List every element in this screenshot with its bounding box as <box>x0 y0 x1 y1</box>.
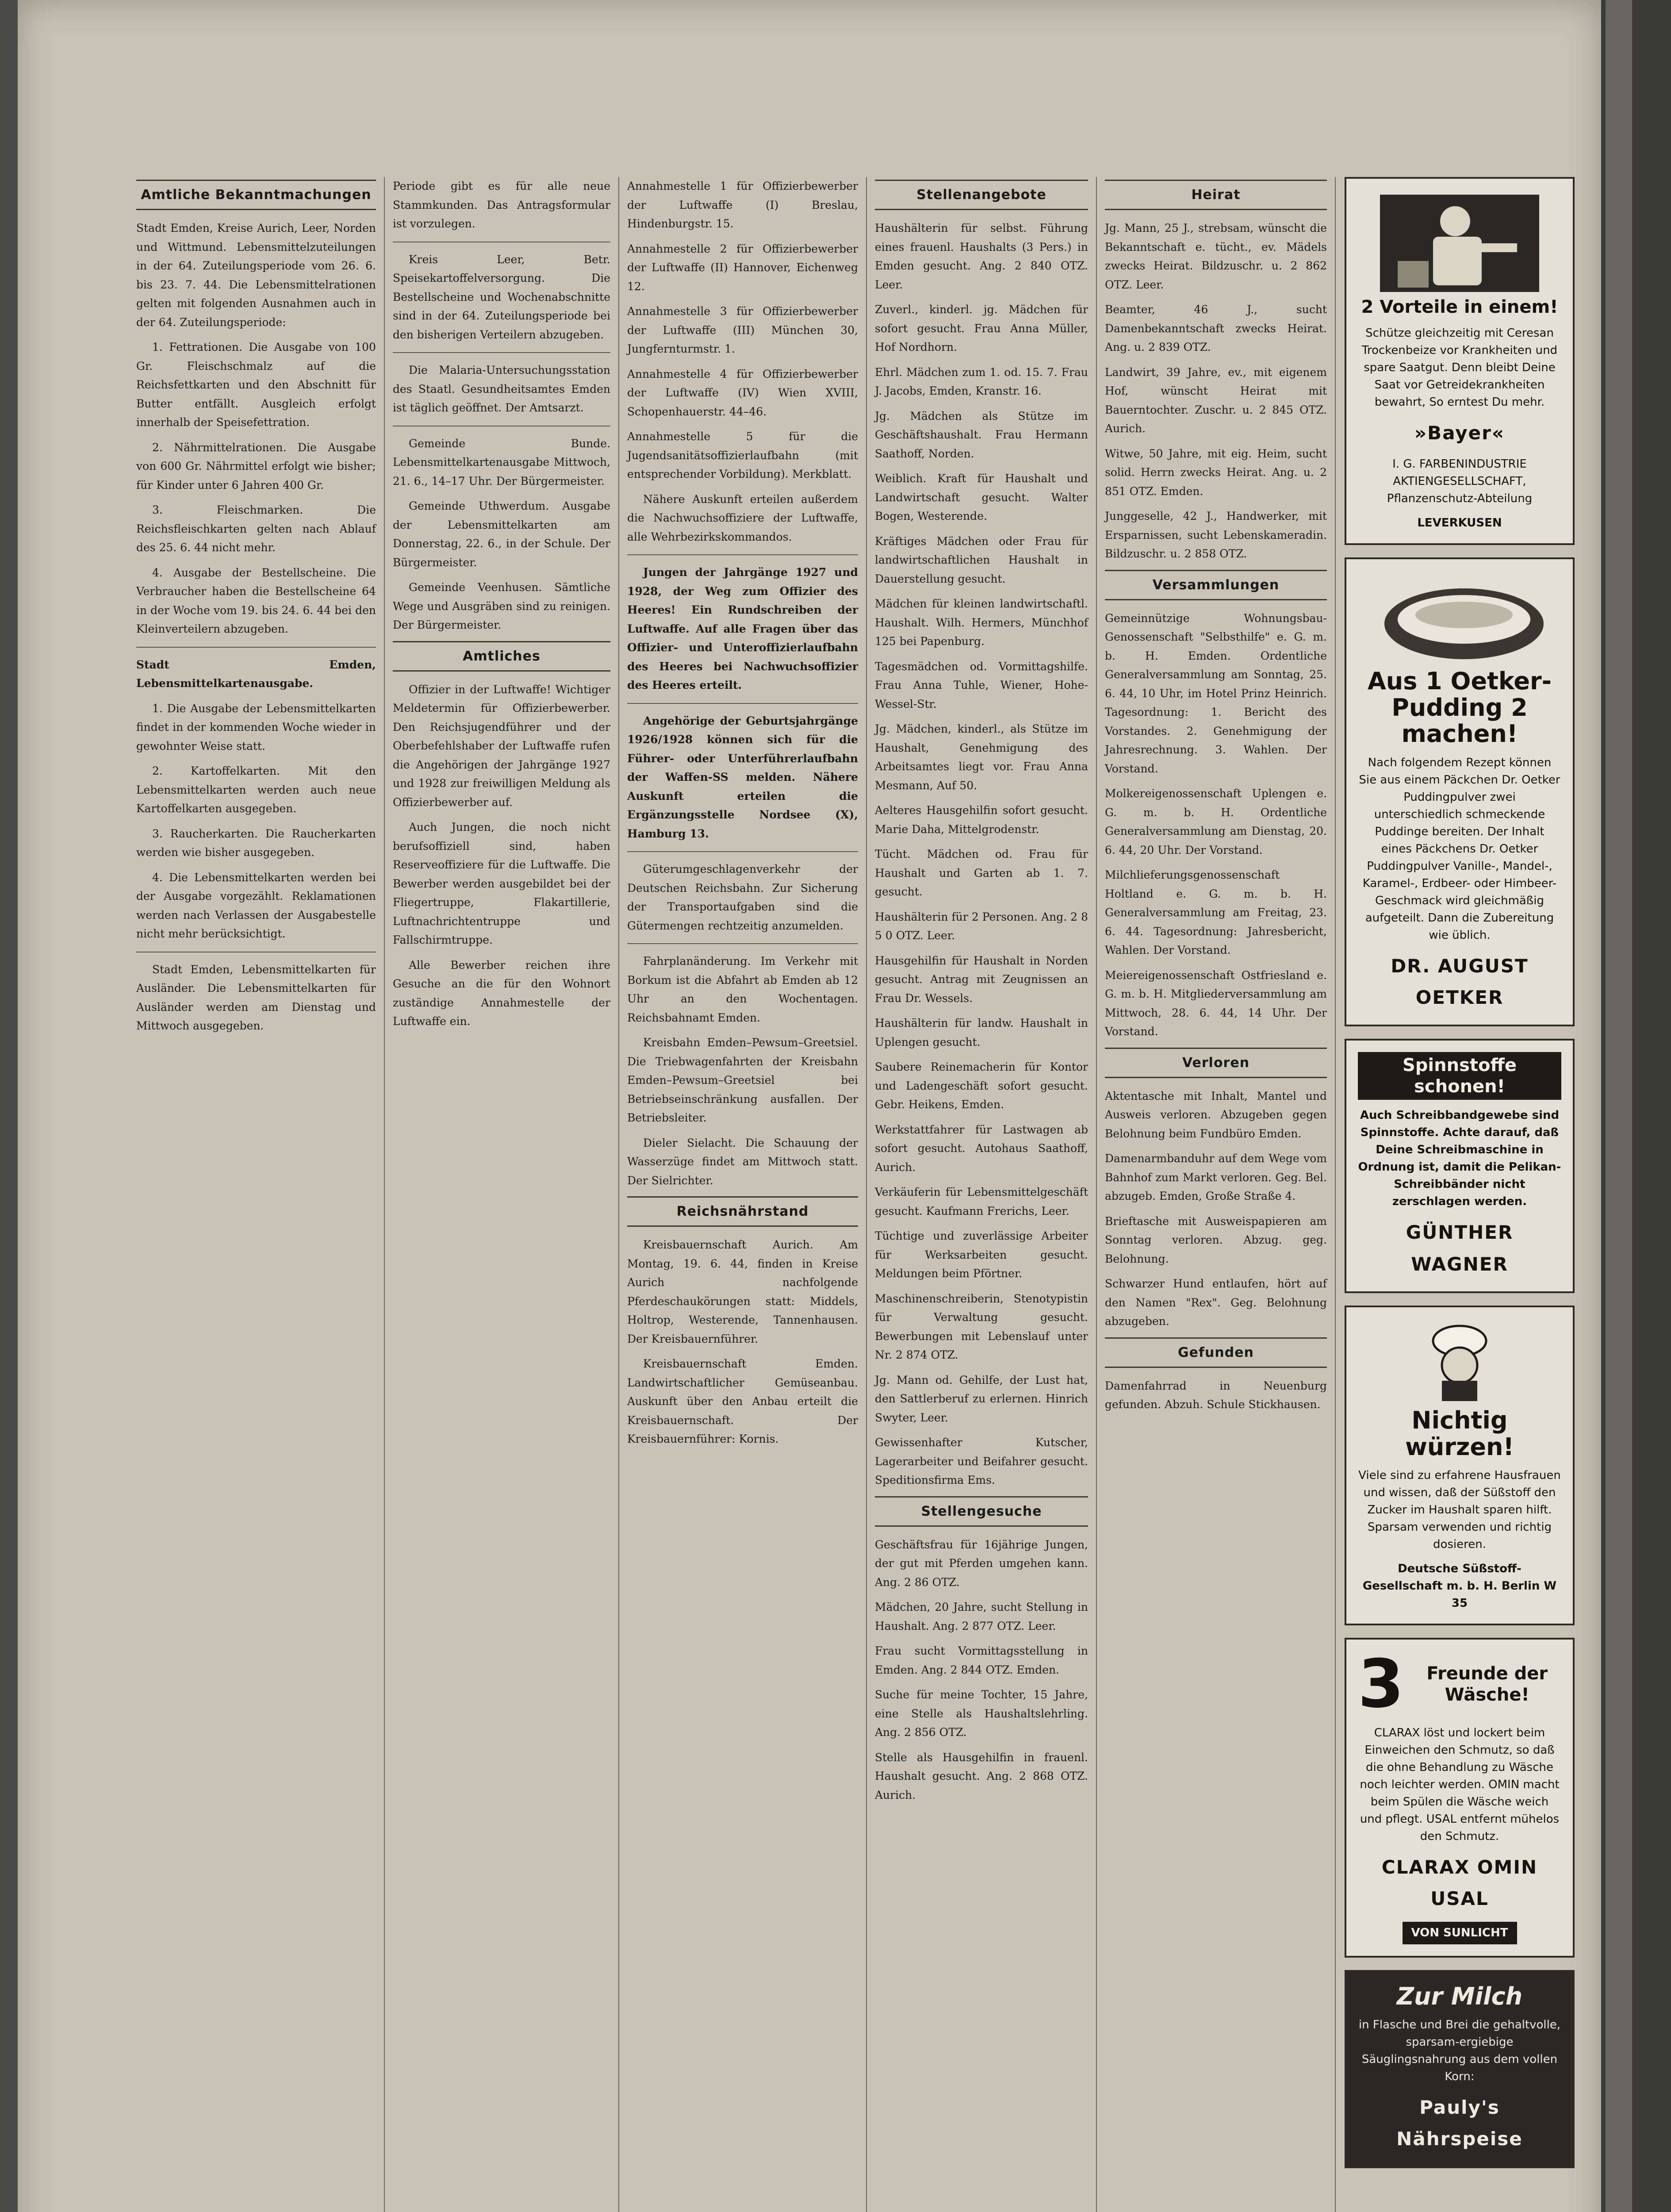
suessstoff-ad <box>1345 1306 1575 1625</box>
paragraph: Gemeinde Bunde. Lebensmittelkartenausgabe Mittwoch, 21. 6., 14–17 Uhr. Der Bürgermeister. <box>393 437 610 488</box>
divider <box>393 352 610 353</box>
divider <box>136 647 376 648</box>
paragraph: 4. Die Lebensmittelkarten werden bei der Ausgabe vorgezählt. Reklamationen werden nach Verlassen der Ausgabestelle nicht mehr berücksichtigt. <box>136 871 376 940</box>
classified-ad: Haushälterin für landw. Haushalt in Uplengen gesucht. <box>875 1017 1088 1048</box>
pauly-brand: Pauly's Nährspeise <box>1396 2097 1523 2150</box>
paragraph: Fahrplanänderung. Im Verkehr mit Borkum ist die Abfahrt ab Emden ab 12 Uhr an den Wochentagen. Reichsbahnamt Emden. <box>627 955 858 1024</box>
paragraph: Stadt Emden, Lebensmittelkarten für Ausländer. Die Lebensmittelkarten für Ausländer werden am Dienstag und Mittwoch ausgegeben. <box>136 963 376 1032</box>
section-title-heirat: Heirat <box>1105 180 1327 210</box>
classified-ad: Landwirt, 39 Jahre, ev., mit eigenem Hof, wünscht Heirat mit Bauerntochter. Zuschr. u. 2 845 OTZ. Aurich. <box>1105 365 1327 435</box>
classified-ad: Junggeselle, 42 J., Handwerker, mit Ersparnissen, sucht Lebenskameradin. Bildzuschr. u. 2 858 OTZ. <box>1105 510 1327 560</box>
paragraph: Angehörige der Geburtsjahrgänge 1926/1928 können sich für die Führer- oder Unterführerlaufbahn der Waffen-SS melden. Nähere Auskunft erteilen die Ergänzungsstelle Nordsee (X), Hamburg 13. <box>627 714 858 840</box>
section-title-stellenangebote: Stellenangebote <box>875 180 1088 210</box>
paragraph: 1. Die Ausgabe der Lebensmittelkarten findet in der kommenden Woche wieder in gewohnter Weise statt. <box>136 702 376 753</box>
wagner-brand: GÜNTHER WAGNER <box>1406 1221 1514 1275</box>
paragraph: Jungen der Jahrgänge 1927 und 1928, der Weg zum Offizier des Heeres! Ein Rundschreiben der Luftwaffe. Auf alle Fragen über das Offizier- und Unteroffizierlaufbahn des Heeres bei Nachwuchsoffizier des Heeres erteilt. <box>627 566 858 691</box>
paragraph: Kreis Leer, Betr. Speisekartoffelversorgung. Die Bestellscheine und Wochenabschnitte sind in der 64. Zuteilungsperiode bei den bisherigen Verteilern abzugeben. <box>393 253 610 341</box>
classified-ad: Schwarzer Hund entlaufen, hört auf den Namen "Rex". Geg. Belohnung abzugeben. <box>1105 1277 1327 1328</box>
clarax-header <box>1358 1645 1561 1723</box>
pauly-headline: Zur Milch <box>1396 1982 1523 2010</box>
classified-ad: Verkäuferin für Lebensmittelgeschäft gesucht. Kaufmann Frerichs, Leer. <box>875 1186 1088 1217</box>
column-heirat <box>1097 177 1336 2212</box>
column-stellenangebote <box>867 177 1097 2212</box>
column-2 <box>385 177 619 2212</box>
classified-ad: Frau sucht Vormittagsstellung in Emden. Ang. 2 844 OTZ. Emden. <box>875 1644 1088 1676</box>
classified-ad: Gewissenhafter Kutscher, Lagerarbeiter und Beifahrer gesucht. Speditionsfirma Ems. <box>875 1436 1088 1486</box>
clarax-body: CLARAX löst und lockert beim Einweichen den Schmutz, so daß die ohne Behandlung zu Wäsche noch leichter werden. OMIN macht beim Spülen die Wäsche weich und pflegt. USAL entfernt mühelos den Schmutz. <box>1360 1726 1560 1843</box>
divider <box>627 554 858 555</box>
clarax-headline: Freunde der Wäsche! <box>1426 1663 1548 1705</box>
clarax-number: 3 <box>1358 1645 1404 1723</box>
section-title-versammlungen: Versammlungen <box>1105 570 1327 600</box>
classified-ad: Tücht. Mädchen od. Frau für Haushalt und Garten ab 1. 7. gesucht. <box>875 848 1088 898</box>
wagner-body: Auch Schreibbandgewebe sind Spinnstoffe. Achte darauf, daß Deine Schreibmaschine in Ordnung ist, damit die Pelikan-Schreibbänder nicht zerschlagen werden. <box>1358 1109 1561 1209</box>
classified-ad: Haushälterin für selbst. Führung eines frauenl. Haushalts (3 Pers.) in Emden gesucht. Ang. 2 840 OTZ. Leer. <box>875 222 1088 291</box>
classified-ad: Saubere Reinemacherin für Kontor und Ladengeschäft sofort gesucht. Gebr. Heikens, Emden. <box>875 1060 1088 1111</box>
paragraph: Dieler Sielacht. Die Schauung der Wasserzüge findet am Mittwoch statt. Der Sielrichter. <box>627 1136 858 1187</box>
oetker-body: Nach folgendem Rezept können Sie aus einem Päckchen Dr. Oetker Puddingpulver zwei unterschiedlich schmeckende Puddinge bereiten. Der Inhalt eines Päckchens Dr. Oetker Puddingpulver Vanille-, Mandel-, Karamel-, Erdbeer- oder Himbeer-Geschmack wird gleichmäßig aufgeteilt. Dann die Zubereitung wie üblich. <box>1359 756 1560 942</box>
newspaper-page <box>18 0 1601 2212</box>
classified-ad: Tüchtige und zuverlässige Arbeiter für Werksarbeiten gesucht. Meldungen beim Pförtner. <box>875 1229 1088 1280</box>
classified-ad: Gemeinnützige Wohnungsbau-Genossenschaft "Selbsthilfe" e. G. m. b. H. Emden. Ordentliche Generalversammlung am Sonntag, 25. 6. 44, 10 Uhr, im Hotel Prinz Heinrich. Tagesordnung: 1. Bericht des Vorstandes. 2. Genehmigung der Jahresrechnung. 3. Wahlen. Der Vorstand. <box>1105 611 1327 775</box>
paragraph: 4. Ausgabe der Bestellscheine. Die Verbraucher haben die Bestellscheine 64 in der Woche vom 19. bis 24. 6. 44 bei den Kleinverteilern abzugeben. <box>136 566 376 635</box>
classified-ad: Jg. Mädchen, kinderl., als Stütze im Haushalt, Genehmigung des Arbeitsamtes liegt vor. Frau Anna Mesmann, Auf 50. <box>875 722 1088 792</box>
wagner-ad <box>1345 1039 1575 1293</box>
classified-ad: Tagesmädchen od. Vormittagshilfe. Frau Anna Tuhle, Wiener, Hohe-Wessel-Str. <box>875 660 1088 710</box>
section-title-amtliches: Amtliches <box>393 641 610 672</box>
classified-ad: Ehrl. Mädchen zum 1. od. 15. 7. Frau J. Jacobs, Emden, Kranstr. 16. <box>875 365 1088 397</box>
paragraph: 2. Nährmittelrationen. Die Ausgabe von 600 Gr. Nährmittel erfolgt wie bisher; für Kinder unter 6 Jahren 400 Gr. <box>136 441 376 492</box>
suessstoff-brand: Deutsche Süßstoff-Gesellschaft m. b. H. Berlin W 35 <box>1362 1562 1557 1610</box>
bayer-ad <box>1345 177 1575 545</box>
wagner-headline: Spinnstoffe schonen! <box>1358 1052 1561 1100</box>
classified-ad: Suche für meine Tochter, 15 Jahre, eine Stelle als Haushaltslehrling. Ang. 2 856 OTZ. <box>875 1688 1088 1739</box>
classified-ad: Weiblich. Kraft für Haushalt und Landwirtschaft gesucht. Walter Bogen, Westerende. <box>875 472 1088 522</box>
classified-ad: Maschinenschreiberin, Stenotypistin für Verwaltung gesucht. Bewerbungen mit Lebenslauf unter Nr. 2 874 OTZ. <box>875 1292 1088 1361</box>
paragraph: 1. Fettrationen. Die Ausgabe von 100 Gr. Fleischschmalz auf die Reichsfettkarten und den Abschnitt für Butter entfällt. Ausgleich erfolgt innerhalb der Speisefettration. <box>136 341 376 429</box>
classified-ad: Aelteres Hausgehilfin sofort gesucht. Marie Daha, Mittelgrodenstr. <box>875 804 1088 836</box>
clarax-brand: CLARAX OMIN USAL <box>1381 1856 1538 1910</box>
section-title-reichsnaehrstand: Reichsnährstand <box>627 1196 858 1227</box>
classified-ad: Jg. Mann od. Gehilfe, der Lust hat, den Sattlerberuf zu erlernen. Hinrich Swyter, Leer. <box>875 1373 1088 1424</box>
paragraph: 3. Fleischmarken. Die Reichsfleischkarten gelten nach Ablauf des 25. 6. 44 nicht mehr. <box>136 503 376 554</box>
chef-illustration-icon <box>1411 1323 1508 1403</box>
classified-ad: Werkstattfahrer für Lastwagen ab sofort gesucht. Autohaus Saathoff, Aurich. <box>875 1123 1088 1174</box>
paragraph: Offizier in der Luftwaffe! Wichtiger Meldetermin für Offizierbewerber. Den Reichsjugendführer und der Oberbefehlshaber der Luftwaffe rufen die Angehörigen der Jahrgänge 1927 und 1928 zur freiwilligen Meldung als Offizierbewerber auf. <box>393 683 610 809</box>
paragraph: Kreisbauernschaft Emden. Landwirtschaftlicher Gemüseanbau. Auskunft über den Anbau erteilt die Kreisbauernschaft. Der Kreisbauernführer: Kornis. <box>627 1357 858 1445</box>
paragraph: Annahmestelle 1 für Offizierbewerber der Luftwaffe (I) Breslau, Hindenburgstr. 15. <box>627 180 858 230</box>
clarax-maker: VON SUNLICHT <box>1403 1922 1517 1944</box>
classified-ad: Kräftiges Mädchen oder Frau für landwirtschaftlichen Haushalt in Dauerstellung gesucht. <box>875 534 1088 585</box>
paragraph: Kreisbauernschaft Aurich. Am Montag, 19. 6. 44, finden in Kreise Aurich nachfolgende Pferdeschaukörungen statt: Middels, Holtrop, Westerende, Tannenhausen. Der Kreisbauernführer. <box>627 1238 858 1345</box>
paragraph: 2. Kartoffelkarten. Mit den Lebensmittelkarten werden auch neue Kartoffelkarten ausgegeben. <box>136 764 376 815</box>
classified-ad: Brieftasche mit Ausweispapieren am Sonntag verloren. Abzug. geg. Belohnung. <box>1105 1214 1327 1265</box>
classified-ad: Zuverl., kinderl. jg. Mädchen für sofort gesucht. Frau Anna Müller, Hof Nordhorn. <box>875 303 1088 353</box>
classified-ad: Hausgehilfin für Haushalt in Norden gesucht. Antrag mit Zeugnissen an Frau Dr. Wessels. <box>875 954 1088 1005</box>
paragraph: 3. Raucherkarten. Die Raucherkarten werden wie bisher ausgegeben. <box>136 827 376 859</box>
section-title-amtliche: Amtliche Bekanntmachungen <box>136 180 376 210</box>
classified-ad: Damenarmbanduhr auf dem Wege vom Bahnhof zum Markt verloren. Geg. Bel. abzugeb. Emden, Große Straße 4. <box>1105 1152 1327 1202</box>
oetker-brand: DR. AUGUST OETKER <box>1391 955 1529 1008</box>
paragraph: Auch Jungen, die noch nicht berufsoffiziell sind, haben Reserveoffiziere für die Luftwaffe. Die Bewerber werden ausgebildet bei der Fliegertruppe, Flakartillerie, Luftnachrichtentruppe und Fallschirmtruppe. <box>393 821 610 946</box>
paragraph: Nähere Auskunft erteilen außerdem die Nachwuchsoffiziere der Luftwaffe, alle Wehrbezirkskommandos. <box>627 492 858 543</box>
paragraph: Gemeinde Veenhusen. Sämtliche Wege und Ausgräben sind zu reinigen. Der Bürgermeister. <box>393 581 610 631</box>
classified-ad: Witwe, 50 Jahre, mit eig. Heim, sucht solid. Herrn zwecks Heirat. Ang. u. 2 851 OTZ. Emden. <box>1105 447 1327 498</box>
paragraph: Stadt Emden, Kreise Aurich, Leer, Norden und Wittmund. Lebensmittelzuteilungen in der 64. Zuteilungsperiode vom 26. 6. bis 23. 7. 44. Die Lebensmittelrationen gelten mit folgenden Ausnahmen auch in der 64. Zuteilungsperiode: <box>136 222 376 329</box>
bayer-body: Schütze gleichzeitig mit Ceresan Trockenbeize vor Krankheiten und spare Saatgut. Denn bleibt Deine Saat vor Getreidekrankheiten bewahrt, So erntest Du mehr. <box>1361 326 1558 409</box>
paragraph: Gemeinde Uthwerdum. Ausgabe der Lebensmittelkarten am Donnerstag, 22. 6., in der Schule. Der Bürgermeister. <box>393 499 610 569</box>
classified-ad: Molkereigenossenschaft Uplengen e. G. m. b. H. Ordentliche Generalversammlung am Dienstag, 20. 6. 44, 20 Uhr. Der Vorstand. <box>1105 787 1327 856</box>
column-amtliche <box>128 177 385 2212</box>
suessstoff-headline: Nichtig würzen! <box>1405 1406 1514 1461</box>
paragraph: Kreisbahn Emden–Pewsum–Greetsiel. Die Triebwagenfahrten der Kreisbahn Emden–Pewsum–Greetsiel bei Betriebseinschränkung ausfallen. Der Betriebsleiter. <box>627 1036 858 1124</box>
paragraph: Annahmestelle 5 für die Jugendsanitätsoffizierlaufbahn (mit entsprechender Vorbildung). Merkblatt. <box>627 430 858 480</box>
bayer-headline: 2 Vorteile in einem! <box>1361 297 1558 317</box>
farmer-illustration-icon <box>1380 195 1539 292</box>
section-title-stellengesuche: Stellengesuche <box>875 1496 1088 1527</box>
classified-ad: Aktentasche mit Inhalt, Mantel und Ausweis verloren. Abzugeben gegen Belohnung beim Fundbüro Emden. <box>1105 1089 1327 1140</box>
clarax-ad <box>1345 1638 1575 1958</box>
classified-ad: Stelle als Hausgehilfin in frauenl. Haushalt gesucht. Ang. 2 868 OTZ. Aurich. <box>875 1751 1088 1801</box>
divider <box>627 943 858 944</box>
paragraph: Annahmestelle 4 für Offizierbewerber der Luftwaffe (IV) Wien XVIII, Schopenhauerstr. 44–46. <box>627 367 858 418</box>
section-title-verloren: Verloren <box>1105 1048 1327 1078</box>
classified-ad: Damenfahrrad in Neuenburg gefunden. Abzuh. Schule Stickhausen. <box>1105 1379 1327 1411</box>
bayer-city: LEVERKUSEN <box>1417 516 1502 530</box>
pudding-illustration-icon <box>1371 575 1548 664</box>
oetker-ad <box>1345 557 1575 1026</box>
paragraph: Annahmestelle 2 für Offizierbewerber der Luftwaffe (II) Hannover, Eichenweg 12. <box>627 242 858 293</box>
classified-ad: Mädchen für kleinen landwirtschaftl. Haushalt. Wilh. Hermers, Münchhof 125 bei Papenburg. <box>875 597 1088 648</box>
classified-ad: Beamter, 46 J., sucht Damenbekanntschaft zwecks Heirat. Ang. u. 2 839 OTZ. <box>1105 303 1327 353</box>
paragraph: Annahmestelle 3 für Offizierbewerber der Luftwaffe (III) München 30, Jungfernturmstr. 1. <box>627 305 858 355</box>
paragraph-heading: Stadt Emden, Lebensmittelkartenausgabe. <box>136 658 376 690</box>
pauly-body: in Flasche und Brei die gehaltvolle, sparsam-ergiebige Säuglingsnahrung aus dem vollen Korn: <box>1358 2018 1561 2084</box>
divider <box>627 851 858 852</box>
divider <box>627 703 858 704</box>
column-ads <box>1340 177 1579 2212</box>
classified-ad: Meiereigenossenschaft Ostfriesland e. G. m. b. H. Mitgliederversammlung am Mittwoch, 28. 6. 44, 14 Uhr. Der Vorstand. <box>1105 968 1327 1038</box>
scan-border <box>1601 0 1671 2212</box>
paragraph: Güterumgeschlagenverkehr der Deutschen Reichsbahn. Zur Sicherung der Transportaufgaben sind die Gütermengen rechtzeitig anzumelden. <box>627 863 858 932</box>
classified-ad: Jg. Mädchen als Stütze im Geschäftshaushalt. Frau Hermann Saathoff, Norden. <box>875 409 1088 460</box>
classified-ad: Geschäftsfrau für 16jährige Jungen, der gut mit Pferden umgehen kann. Ang. 2 86 OTZ. <box>875 1538 1088 1589</box>
pauly-ad <box>1345 1970 1575 2168</box>
classified-ad: Milchlieferungsgenossenschaft Holtland e. G. m. b. H. Generalversammlung am Freitag, 23. 6. 44. Tagesordnung: Jahresbericht, Wahlen. Der Vorstand. <box>1105 868 1327 956</box>
section-title-gefunden: Gefunden <box>1105 1337 1327 1368</box>
paragraph: Periode gibt es für alle neue Stammkunden. Das Antragsformular ist vorzulegen. <box>393 180 610 230</box>
bayer-company: I. G. FARBENINDUSTRIE AKTIENGESELLSCHAFT, Pflanzenschutz-Abteilung <box>1387 457 1533 506</box>
paragraph: Die Malaria-Untersuchungsstation des Staatl. Gesundheitsamtes Emden ist täglich geöffnet. Der Amtsarzt. <box>393 364 610 414</box>
classified-ad: Jg. Mann, 25 J., strebsam, wünscht die Bekanntschaft e. tücht., ev. Mädels zwecks Heirat. Bildzuschr. u. 2 862 OTZ. Leer. <box>1105 222 1327 291</box>
classified-ad: Haushälterin für 2 Personen. Ang. 2 8 5 0 OTZ. Leer. <box>875 910 1088 942</box>
bayer-brand: »Bayer« <box>1414 422 1505 444</box>
column-3 <box>619 177 867 2212</box>
paragraph: Alle Bewerber reichen ihre Gesuche an die für den Wohnort zuständige Annahmestelle der Luftwaffe ein. <box>393 958 610 1028</box>
oetker-headline: Aus 1 Oetker-Pudding 2 machen! <box>1367 667 1552 748</box>
classified-ad: Mädchen, 20 Jahre, sucht Stellung in Haushalt. Ang. 2 877 OTZ. Leer. <box>875 1601 1088 1632</box>
suessstoff-body: Viele sind zu erfahrene Hausfrauen und wissen, daß der Süßstoff den Zucker im Haushalt sparen hilft. Sparsam verwenden und richtig dosieren. <box>1358 1468 1561 1551</box>
